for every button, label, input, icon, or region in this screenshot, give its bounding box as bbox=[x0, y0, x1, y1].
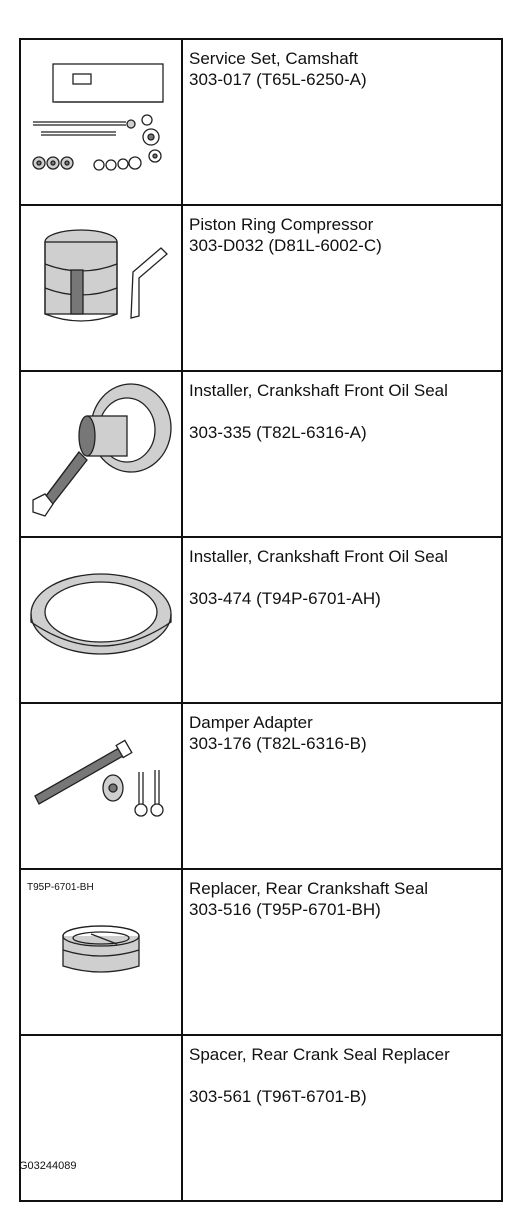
piston-ring-compressor-icon bbox=[21, 206, 181, 362]
tool-part-number: 303-017 (T65L-6250-A) bbox=[189, 70, 367, 89]
tool-image-cell bbox=[20, 869, 182, 1035]
damper-adapter-icon bbox=[21, 704, 181, 860]
figure-id: G03244089 bbox=[19, 1160, 77, 1172]
tool-image-label: T95P-6701-BH bbox=[27, 882, 94, 893]
tool-row bbox=[20, 39, 502, 205]
tool-row bbox=[20, 371, 502, 537]
seal-installer-icon bbox=[21, 372, 181, 528]
tool-row bbox=[20, 869, 502, 1035]
tool-image-cell bbox=[20, 537, 182, 703]
tool-row bbox=[20, 205, 502, 371]
tool-description-cell bbox=[182, 537, 502, 703]
tool-part-number: 303-335 (T82L-6316-A) bbox=[189, 423, 367, 442]
tool-part-number: 303-561 (T96T-6701-B) bbox=[189, 1087, 367, 1106]
tool-name: Replacer, Rear Crankshaft Seal bbox=[189, 879, 429, 898]
tool-row bbox=[20, 537, 502, 703]
tool-image-cell bbox=[20, 371, 182, 537]
rear-seal-replacer-icon bbox=[21, 870, 181, 1026]
tool-description-cell bbox=[182, 1035, 502, 1201]
tool-name: Damper Adapter bbox=[189, 713, 313, 732]
tool-image-cell bbox=[20, 703, 182, 869]
camshaft-service-set-icon bbox=[21, 40, 181, 196]
tool-image-cell bbox=[20, 1035, 182, 1201]
tool-name: Spacer, Rear Crank Seal Replacer bbox=[189, 1045, 450, 1064]
tool-name: Installer, Crankshaft Front Oil Seal bbox=[189, 547, 448, 566]
tool-part-number: 303-516 (T95P-6701-BH) bbox=[189, 900, 381, 919]
tool-image-cell bbox=[20, 39, 182, 205]
tool-name: Installer, Crankshaft Front Oil Seal bbox=[189, 381, 448, 400]
tool-name: Piston Ring Compressor bbox=[189, 215, 374, 234]
tool-description-cell bbox=[182, 205, 502, 371]
tool-part-number: 303-176 (T82L-6316-B) bbox=[189, 734, 367, 753]
tool-description-cell bbox=[182, 371, 502, 537]
tool-row bbox=[20, 703, 502, 869]
tool-description-cell bbox=[182, 869, 502, 1035]
tool-part-number: 303-D032 (D81L-6002-C) bbox=[189, 236, 382, 255]
tool-description-cell bbox=[182, 703, 502, 869]
tool-row bbox=[20, 1035, 502, 1201]
special-tools-table bbox=[19, 38, 503, 1202]
tool-description-cell bbox=[182, 39, 502, 205]
tool-name: Service Set, Camshaft bbox=[189, 49, 359, 68]
tool-image-cell bbox=[20, 205, 182, 371]
tool-part-number: 303-474 (T94P-6701-AH) bbox=[189, 589, 381, 608]
seal-ring-icon bbox=[21, 538, 181, 694]
